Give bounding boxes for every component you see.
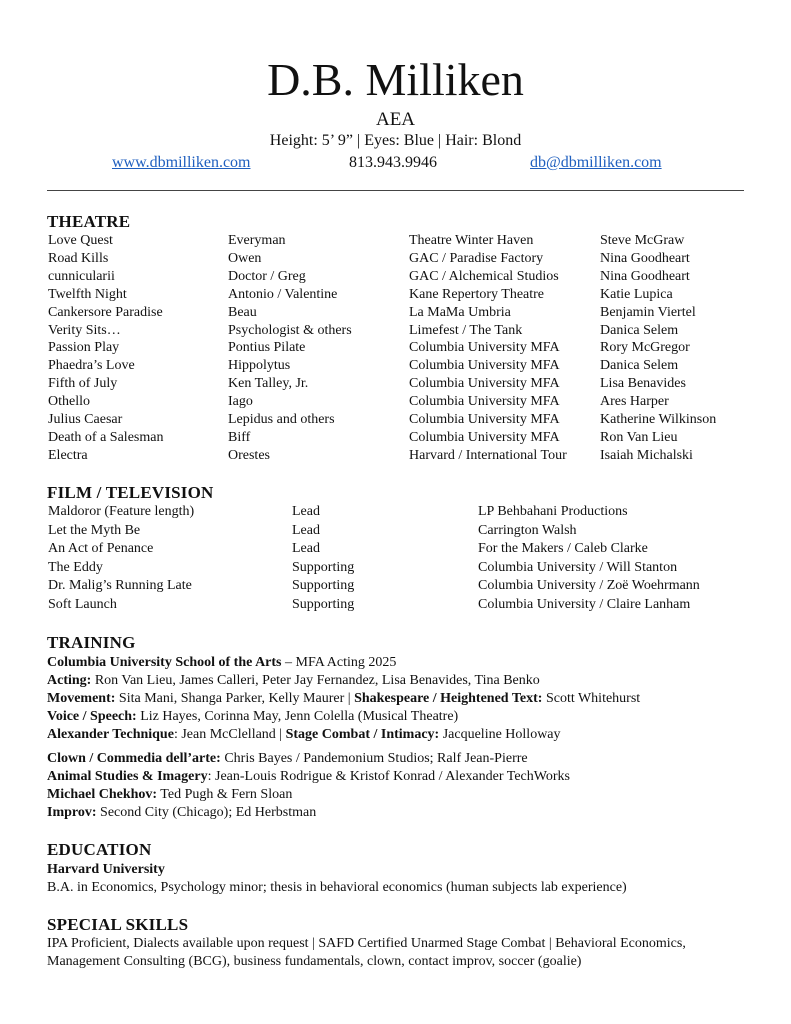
film-title: Dr. Malig’s Running Late: [48, 578, 192, 594]
theatre-director: Katherine Wilkinson: [600, 412, 717, 427]
theatre-role: Everyman: [228, 233, 286, 248]
film-production: LP Behbahani Productions: [478, 504, 628, 519]
theatre-show: Twelfth Night: [48, 286, 127, 302]
theatre-role: Iago: [228, 394, 253, 410]
training-chekhov: [47, 786, 757, 804]
theatre-row: [0, 447, 791, 465]
theatre-role: Beau: [228, 304, 257, 320]
film-row: [0, 540, 791, 558]
theatre-row: [0, 250, 791, 268]
clown-text: Chris Bayes / Pandemonium Studios; Ralf Jean-Pierre: [220, 751, 528, 766]
movement-text: Sita Mani, Shanga Parker, Kelly Maurer |: [115, 691, 355, 706]
combat-label: Stage Combat / Intimacy:: [285, 727, 440, 742]
theatre-role: Owen: [228, 250, 262, 266]
alexander-text: : Jean McClelland |: [173, 727, 286, 742]
school-detail: – MFA Acting 2025: [281, 655, 397, 670]
chekhov-label: Michael Chekhov:: [47, 787, 158, 802]
theatre-row: [0, 286, 791, 304]
theatre-company: Harvard / International Tour: [409, 447, 567, 463]
header-divider: [47, 190, 744, 191]
theatre-director: Rory McGregor: [600, 340, 690, 356]
film-role: Supporting: [292, 559, 355, 575]
film-title: Maldoror (Feature length): [48, 504, 195, 519]
phone-number: 813.943.9946: [349, 154, 437, 171]
voice-label: Voice / Speech:: [47, 709, 137, 724]
theatre-director: Nina Goodheart: [600, 250, 690, 266]
theatre-role: Antonio / Valentine: [228, 286, 338, 302]
animal-label: Animal Studies & Imagery: [47, 769, 208, 784]
film-role: Lead: [292, 504, 320, 519]
theatre-show: Fifth of July: [48, 376, 118, 392]
education-heading: EDUCATION: [47, 840, 152, 859]
theatre-company: Columbia University MFA: [409, 412, 560, 427]
theatre-row: [0, 304, 791, 322]
theatre-row: [0, 375, 791, 393]
theatre-show: Verity Sits…: [48, 322, 121, 338]
theatre-company: Columbia University MFA: [409, 376, 560, 392]
theatre-role: Doctor / Greg: [228, 268, 306, 284]
alexander-label: Alexander Technique: [47, 727, 174, 742]
acting-label: Acting:: [47, 673, 92, 688]
film-production: Columbia University / Claire Lanham: [478, 597, 691, 612]
film-production: Columbia University / Will Stanton: [478, 559, 678, 575]
acting-text: Ron Van Lieu, James Calleri, Peter Jay Fernandez, Lisa Benavides, Tina Benko: [91, 673, 540, 688]
theatre-role: Hippolytus: [228, 358, 291, 374]
theatre-show: Electra: [48, 447, 88, 463]
page-title: D.B. Milliken: [267, 54, 524, 105]
physical-stats: Height: 5’ 9” | Eyes: Blue | Hair: Blond: [269, 132, 522, 149]
shakespeare-label: Shakespeare / Heightened Text:: [354, 691, 543, 706]
training-movement: [47, 690, 757, 708]
theatre-director: Nina Goodheart: [600, 268, 690, 284]
theatre-row: [0, 268, 791, 286]
theatre-director: Danica Selem: [600, 358, 679, 374]
theatre-show: Love Quest: [48, 233, 113, 248]
training-clown: [47, 750, 757, 768]
theatre-show: Passion Play: [48, 340, 120, 356]
theatre-director: Danica Selem: [600, 322, 679, 338]
training-acting: [47, 672, 757, 690]
film-row: [0, 503, 791, 521]
theatre-row: [0, 232, 791, 250]
theatre-role: Psychologist & others: [228, 322, 352, 338]
theatre-company: Columbia University MFA: [409, 394, 560, 410]
chekhov-text: Ted Pugh & Fern Sloan: [157, 787, 293, 802]
theatre-row: [0, 357, 791, 375]
theatre-company: GAC / Alchemical Studios: [409, 268, 559, 284]
theatre-role: Lepidus and others: [228, 412, 335, 427]
theatre-heading: THEATRE: [47, 212, 131, 231]
film-role: Supporting: [292, 578, 355, 594]
theatre-show: Julius Caesar: [48, 412, 123, 427]
theatre-row: [0, 322, 791, 340]
theatre-director: Isaiah Michalski: [600, 447, 693, 463]
film-role: Lead: [292, 541, 320, 557]
training-improv: [47, 804, 757, 822]
theatre-show: Death of a Salesman: [48, 429, 164, 445]
theatre-director: Ron Van Lieu: [600, 429, 678, 445]
education-school: [47, 861, 757, 879]
skills-heading: SPECIAL SKILLS: [47, 915, 189, 934]
training-heading: TRAINING: [47, 633, 136, 652]
film-title: An Act of Penance: [48, 541, 154, 557]
theatre-row: [0, 411, 791, 429]
skills-text: IPA Proficient, Dialects available upon request | SAFD Certified Unarmed Stage Combat | Behavioral Economics, Management Consulting (BCG), business fundamentals, clown, contact improv, soccer (goalie): [47, 936, 686, 969]
contact-line: [0, 152, 791, 174]
theatre-company: Limefest / The Tank: [409, 322, 523, 338]
improv-label: Improv:: [47, 805, 97, 820]
theatre-show: Phaedra’s Love: [48, 358, 135, 374]
film-role: Supporting: [292, 597, 355, 612]
film-role: Lead: [292, 522, 320, 538]
theatre-company: Kane Repertory Theatre: [409, 286, 545, 302]
union-affiliation: AEA: [375, 109, 416, 130]
education-degree: B.A. in Economics, Psychology minor; thesis in behavioral economics (human subjects lab experience): [47, 880, 627, 895]
film-title: Let the Myth Be: [48, 522, 141, 538]
theatre-company: Columbia University MFA: [409, 358, 560, 374]
theatre-role: Orestes: [228, 447, 270, 463]
theatre-row: [0, 429, 791, 447]
theatre-role: Pontius Pilate: [228, 340, 306, 356]
voice-text: Liz Hayes, Corinna May, Jenn Colella (Musical Theatre): [136, 709, 459, 724]
theatre-director: Steve McGraw: [600, 233, 685, 248]
theatre-row: [0, 339, 791, 357]
education-school-name: Harvard University: [47, 862, 165, 877]
film-production: Carrington Walsh: [478, 522, 577, 538]
animal-text: : Jean-Louis Rodrigue & Kristof Konrad / Alexander TechWorks: [207, 769, 570, 784]
film-title: Soft Launch: [48, 597, 117, 612]
school-label: Columbia University School of the Arts: [47, 655, 282, 670]
training-animal: [47, 768, 757, 786]
website-link[interactable]: www.dbmilliken.com: [112, 154, 251, 171]
film-row: [0, 577, 791, 595]
theatre-company: GAC / Paradise Factory: [409, 250, 544, 266]
theatre-role: Biff: [228, 429, 251, 445]
film-row: [0, 596, 791, 614]
theatre-show: Road Kills: [48, 250, 109, 266]
theatre-company: Columbia University MFA: [409, 340, 560, 356]
film-production: Columbia University / Zoë Woehrmann: [478, 578, 700, 594]
theatre-director: Katie Lupica: [600, 286, 673, 302]
film-row: [0, 522, 791, 540]
theatre-director: Ares Harper: [600, 394, 669, 410]
film-title: The Eddy: [48, 559, 103, 575]
email-link[interactable]: db@dbmilliken.com: [530, 154, 662, 171]
training-school: [47, 654, 757, 672]
theatre-show: cunnicularii: [48, 268, 115, 284]
theatre-show: Othello: [48, 394, 90, 410]
theatre-company: La MaMa Umbria: [409, 304, 511, 320]
theatre-show: Cankersore Paradise: [48, 304, 163, 320]
theatre-company: Columbia University MFA: [409, 429, 560, 445]
theatre-director: Lisa Benavides: [600, 376, 686, 392]
film-heading: FILM / TELEVISION: [47, 483, 214, 502]
shakespeare-text: Scott Whitehurst: [542, 691, 641, 706]
theatre-role: Ken Talley, Jr.: [228, 376, 309, 392]
combat-text: Jacqueline Holloway: [439, 727, 561, 742]
theatre-director: Benjamin Viertel: [600, 304, 696, 320]
film-row: [0, 559, 791, 577]
film-production: For the Makers / Caleb Clarke: [478, 541, 648, 557]
theatre-row: [0, 393, 791, 411]
clown-label: Clown / Commedia dell’arte:: [47, 751, 221, 766]
improv-text: Second City (Chicago); Ed Herbstman: [96, 805, 317, 820]
training-alexander: [47, 726, 757, 744]
movement-label: Movement:: [47, 691, 116, 706]
theatre-company: Theatre Winter Haven: [409, 233, 534, 248]
training-voice: [47, 708, 757, 726]
